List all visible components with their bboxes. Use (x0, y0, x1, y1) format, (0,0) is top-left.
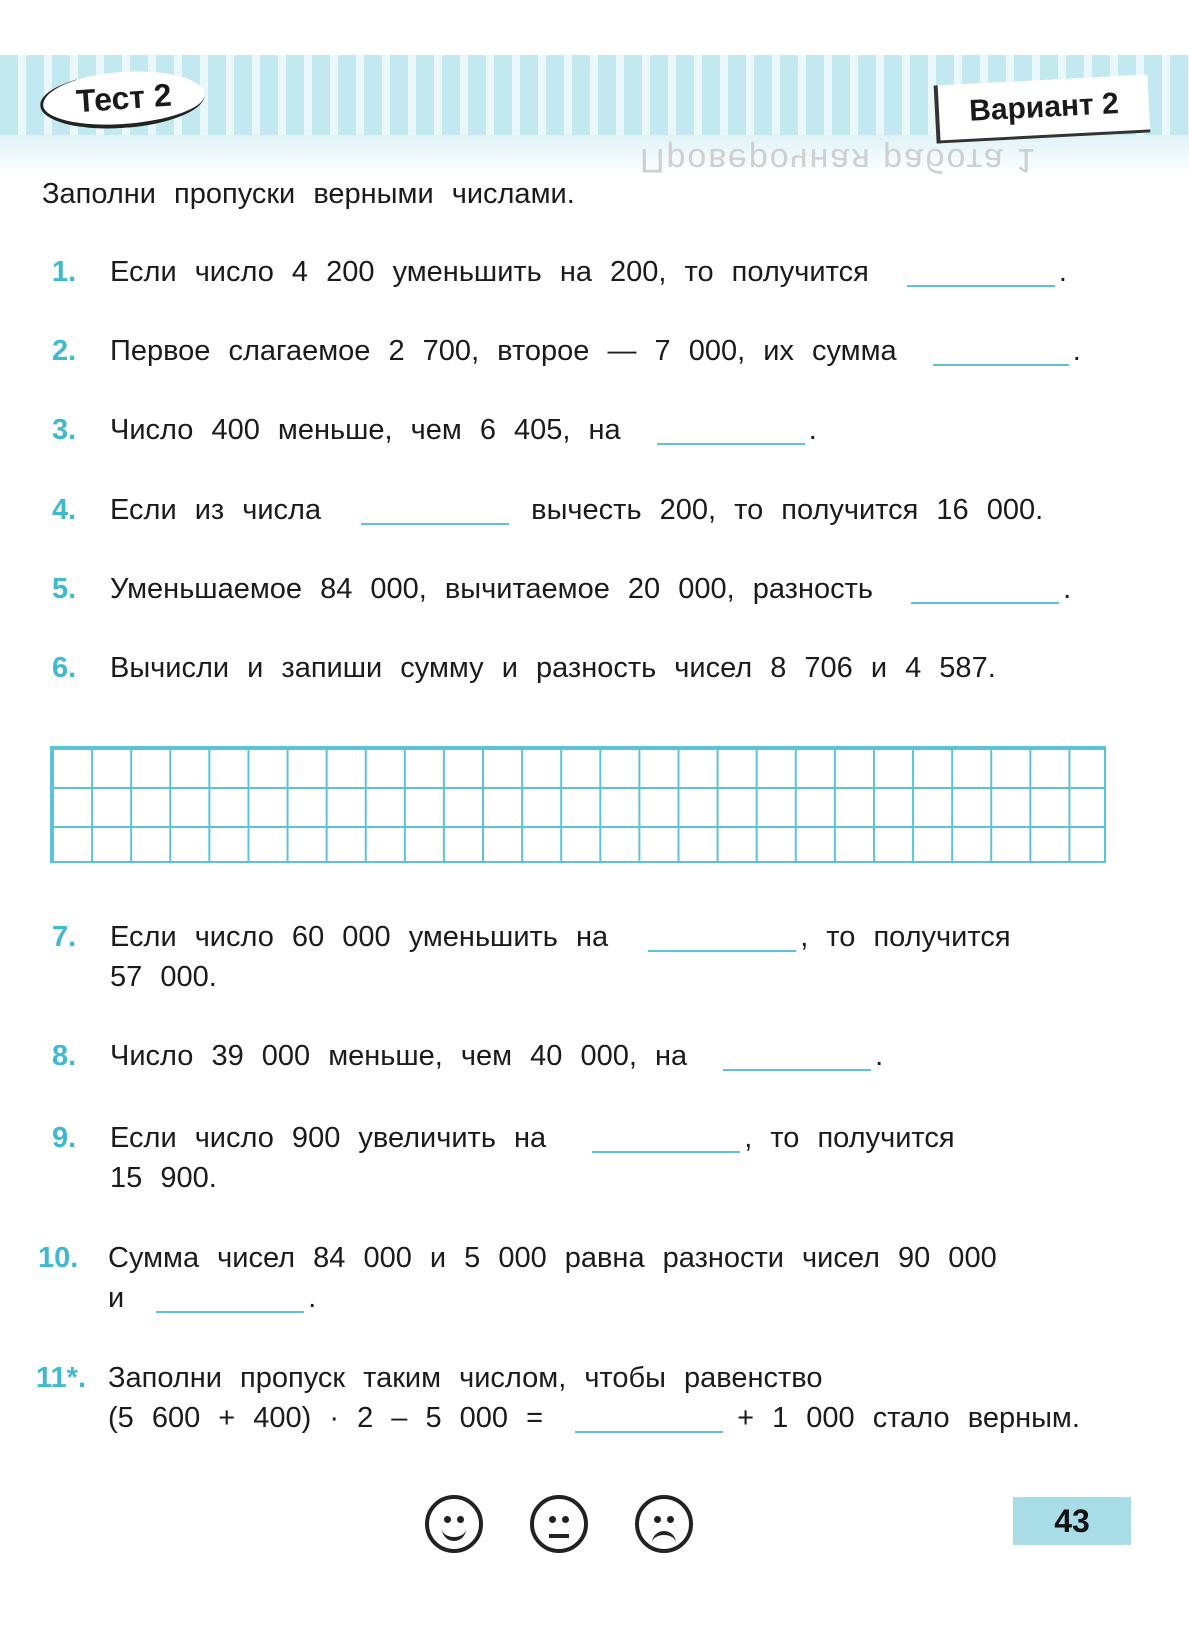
task-4 (52, 490, 1043, 530)
task-number: 3. (52, 414, 77, 446)
answer-blank[interactable] (933, 364, 1069, 366)
answer-blank[interactable] (911, 602, 1059, 604)
task-text: Если из числа (110, 494, 322, 526)
task-number: 5. (52, 573, 77, 605)
task-text: Число 400 меньше, чем 6 405, на (110, 414, 621, 446)
task-text-end: . (875, 1040, 884, 1072)
task-text: Заполни пропуск таким числом, чтобы равенство (108, 1362, 823, 1394)
task-3 (52, 410, 817, 450)
task-text: Уменьшаемое 84 000, вычитаемое 20 000, разность (110, 573, 873, 605)
self-assessment (425, 1495, 693, 1553)
variant-label: Вариант 2 (934, 74, 1151, 143)
task-number: 1. (52, 256, 77, 288)
task-number: 4. (52, 494, 77, 526)
answer-blank[interactable] (648, 950, 796, 952)
answer-blank[interactable] (361, 523, 509, 525)
task-text-line2: и (108, 1282, 125, 1314)
task-text-end: . (1058, 256, 1067, 288)
task-text-end: . (308, 1282, 317, 1314)
task-text-end: . (1072, 335, 1081, 367)
sad-face-icon[interactable] (635, 1495, 693, 1553)
task-text: Вычисли и запиши сумму и разность чисел 8 706 и 4 587. (110, 652, 996, 684)
task-number: 11*. (36, 1362, 86, 1394)
answer-blank[interactable] (575, 1431, 723, 1433)
task-text: Если число 900 увеличить на (110, 1122, 547, 1154)
task-5 (52, 569, 1071, 609)
task-text-line2: (5 600 + 400) · 2 – 5 000 = (108, 1402, 544, 1434)
task-10 (38, 1238, 997, 1318)
answer-blank[interactable] (723, 1069, 871, 1071)
task-number: 2. (52, 335, 77, 367)
answer-grid[interactable] (50, 746, 1106, 863)
answer-blank[interactable] (156, 1311, 304, 1313)
task-11 (36, 1358, 1080, 1438)
task-number: 8. (52, 1040, 77, 1072)
test-label: Тест 2 (38, 66, 207, 133)
task-number: 9. (52, 1122, 77, 1154)
bleed-through-text: Проверочная работа 1 (640, 141, 1038, 179)
task-text-end: вычесть 200, то получится 16 000. (531, 494, 1044, 526)
task-text: Если число 4 200 уменьшить на 200, то получится (110, 256, 869, 288)
task-text-end: , то получится (800, 921, 1011, 953)
task-6 (52, 648, 996, 688)
task-text: Число 39 000 меньше, чем 40 000, на (110, 1040, 688, 1072)
task-7 (52, 917, 1011, 997)
task-1 (52, 252, 1067, 292)
task-number: 6. (52, 652, 77, 684)
task-number: 7. (52, 921, 77, 953)
task-number: 10. (38, 1242, 79, 1274)
task-text-end: . (1063, 573, 1072, 605)
task-text-end: . (808, 414, 817, 446)
answer-blank[interactable] (592, 1151, 740, 1153)
task-text: Первое слагаемое 2 700, второе — 7 000, их сумма (110, 335, 897, 367)
happy-face-icon[interactable] (425, 1495, 483, 1553)
task-text-line2: 57 000. (110, 961, 217, 993)
task-text: Если число 60 000 уменьшить на (110, 921, 609, 953)
page-number: 43 (1013, 1497, 1131, 1545)
task-text-end: + 1 000 стало верным. (737, 1402, 1080, 1434)
neutral-face-icon[interactable] (530, 1495, 588, 1553)
task-text: Сумма чисел 84 000 и 5 000 равна разности чисел 90 000 (108, 1242, 997, 1274)
answer-blank[interactable] (907, 285, 1055, 287)
task-8 (52, 1036, 883, 1076)
task-text-line2: 15 900. (110, 1162, 217, 1194)
instruction: Заполни пропуски верными числами. (42, 178, 575, 210)
task-text-end: , то получится (744, 1122, 955, 1154)
task-2 (52, 331, 1081, 371)
answer-blank[interactable] (657, 443, 805, 445)
task-9 (52, 1118, 955, 1198)
